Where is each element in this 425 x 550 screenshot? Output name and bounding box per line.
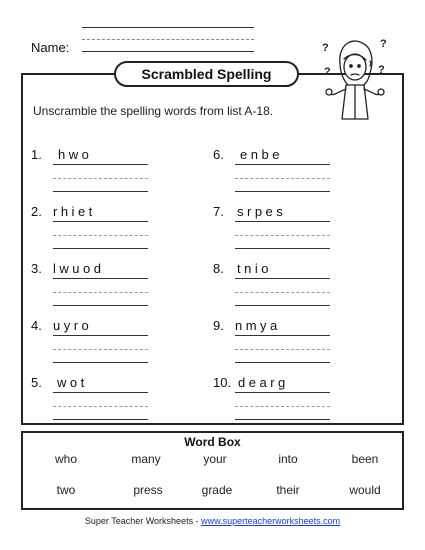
answer-guide-line	[53, 292, 148, 293]
name-line-bottom[interactable]	[82, 51, 254, 52]
answer-guide-line	[53, 406, 148, 407]
answer-line[interactable]	[53, 392, 148, 393]
name-label: Name:	[31, 40, 70, 55]
word-box-word: their	[276, 483, 300, 497]
scrambled-word: rhiet	[53, 204, 96, 219]
word-box-word: grade	[201, 483, 233, 497]
answer-base-line	[235, 362, 330, 363]
problem-8	[213, 261, 363, 309]
answer-guide-line	[53, 178, 148, 179]
word-box-word: who	[54, 452, 77, 466]
problem-number: 4.	[31, 318, 42, 333]
name-line-top	[82, 27, 254, 28]
problem-number: 1.	[31, 147, 42, 162]
problem-10	[213, 375, 363, 423]
answer-line[interactable]	[53, 221, 148, 222]
answer-guide-line	[235, 292, 330, 293]
name-line-guide	[82, 39, 254, 40]
answer-base-line	[53, 362, 148, 363]
scrambled-word: hwo	[58, 147, 93, 162]
footer-link[interactable]: www.superteacherworksheets.com	[201, 516, 341, 526]
answer-guide-line	[235, 349, 330, 350]
answer-line[interactable]	[53, 335, 148, 336]
answer-base-line	[53, 419, 148, 420]
answer-guide-line	[235, 235, 330, 236]
problem-9	[213, 318, 363, 366]
problem-number: 6.	[213, 147, 224, 162]
problem-number: 5.	[31, 375, 42, 390]
word-box-title: Word Box	[184, 435, 241, 449]
answer-base-line	[235, 305, 330, 306]
problem-2	[31, 204, 181, 252]
problem-4	[31, 318, 181, 366]
answer-line[interactable]	[235, 278, 330, 279]
problem-number: 2.	[31, 204, 42, 219]
word-box-word: your	[203, 452, 227, 466]
svg-text:?: ?	[324, 66, 331, 78]
answer-guide-line	[53, 235, 148, 236]
problem-6	[213, 147, 363, 195]
title-text: Scrambled Spelling	[141, 66, 272, 82]
problem-5	[31, 375, 181, 423]
answer-line[interactable]	[235, 392, 330, 393]
footer	[0, 516, 425, 526]
problem-number: 9.	[213, 318, 224, 333]
answer-guide-line	[235, 406, 330, 407]
svg-text:?: ?	[380, 38, 387, 50]
answer-base-line	[235, 248, 330, 249]
problem-3	[31, 261, 181, 309]
scrambled-word: dearg	[238, 375, 289, 390]
problem-1	[31, 147, 181, 195]
page-title	[114, 61, 299, 87]
word-box-word: many	[131, 452, 161, 466]
problem-number: 10.	[213, 375, 232, 390]
word-box-word: been	[351, 452, 379, 466]
problem-number: 7.	[213, 204, 224, 219]
scrambled-word: lwuod	[53, 261, 105, 276]
answer-guide-line	[235, 178, 330, 179]
problem-7	[213, 204, 363, 252]
problem-number: 3.	[31, 261, 42, 276]
word-box-word: two	[56, 483, 76, 497]
answer-base-line	[53, 191, 148, 192]
scrambled-word: nmya	[235, 318, 281, 333]
scrambled-word: srpes	[237, 204, 287, 219]
answer-line[interactable]	[53, 164, 148, 165]
word-box-word: into	[278, 452, 298, 466]
problem-number: 8.	[213, 261, 224, 276]
answer-base-line	[235, 191, 330, 192]
scrambled-word: uyro	[53, 318, 93, 333]
answer-line[interactable]	[235, 164, 330, 165]
instructions: Unscramble the spelling words from list A-18.	[33, 104, 274, 118]
answer-guide-line	[53, 349, 148, 350]
answer-line[interactable]	[235, 221, 330, 222]
word-box-word: would	[349, 483, 381, 497]
answer-base-line	[235, 419, 330, 420]
answer-base-line	[53, 248, 148, 249]
svg-text:?: ?	[322, 42, 329, 54]
svg-text:?: ?	[378, 64, 385, 76]
scrambled-word: enbe	[240, 147, 283, 162]
confused-girl-icon	[320, 33, 390, 123]
answer-line[interactable]	[235, 335, 330, 336]
answer-base-line	[53, 305, 148, 306]
word-box-word: press	[133, 483, 163, 497]
footer-text: Super Teacher Worksheets -	[84, 516, 202, 526]
scrambled-word: wot	[57, 375, 88, 390]
scrambled-word: tnio	[237, 261, 272, 276]
answer-line[interactable]	[53, 278, 148, 279]
